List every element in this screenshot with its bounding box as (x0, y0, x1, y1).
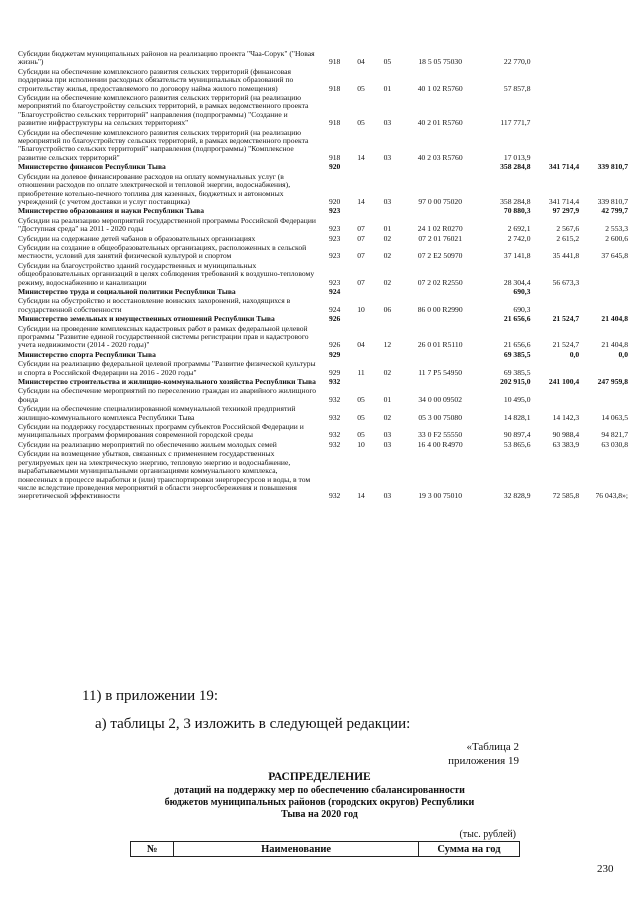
row-amount-2021: 35 441,8 (552, 251, 580, 261)
row-amount-2022: 21 404,8 (601, 340, 628, 350)
row-amount-2020: 69 385,5 (503, 367, 531, 377)
row-ministry-code: 918 (328, 118, 341, 128)
row-amount-2022: 0,0 (618, 349, 628, 359)
row-target-article: 26 0 01 R5110 (417, 340, 463, 350)
table-caption: «Таблица 2 (466, 741, 519, 753)
row-description: Министерство спорта Республики Тыва (18, 349, 156, 359)
row-ministry-code: 926 (328, 340, 341, 350)
row-amount-2020: 57 857,8 (503, 83, 531, 93)
row-description: Субсидии на реализацию федеральной целевой программы "Развитие физической культуры и спорта в Российской Федерации на 2016 - 2020 годы" (18, 359, 316, 377)
row-section: 07 (357, 277, 365, 287)
row-amount-2021 (530, 50, 579, 68)
row-ministry-code: 929 (328, 367, 341, 377)
row-amount-2021: 90 988,4 (552, 430, 580, 440)
row-amount-2020: 2 692,1 (507, 224, 531, 234)
row-ministry-code: 923 (328, 233, 341, 243)
row-target-article (401, 315, 480, 324)
row-amount-2020: 21 656,6 (503, 314, 531, 324)
row-section (348, 351, 374, 360)
row-amount-2020: 21 656,6 (503, 340, 531, 350)
row-ministry-code: 923 (328, 251, 341, 261)
row-ministry-code: 920 (328, 196, 341, 206)
row-subsection: 03 (383, 439, 392, 449)
row-amount-2021: 0,0 (569, 349, 580, 359)
row-description: Субсидии на проведение комплексных кадастровых работ в рамках федеральной целевой программы "Развитие единой государственной системы регистрации прав и кадастрового учета недвижимости (2014 - 2020 годы)" (18, 323, 309, 350)
row-amount-2022: 339 810,7 (597, 196, 628, 206)
row-subsection: 02 (383, 277, 392, 287)
row-subsection: 05 (383, 57, 392, 67)
row-subsection: 03 (383, 430, 392, 440)
table-row (18, 68, 628, 94)
table-row (18, 360, 628, 378)
row-target-article: 07 2 E2 50970 (417, 251, 463, 261)
row-amount-2021: 56 673,3 (552, 277, 580, 287)
row-description: Субсидии на поддержку государственных программ субъектов Российской Федерации и муниципальных программ формирования современной городской среды (18, 422, 304, 440)
row-amount-2022 (579, 68, 628, 94)
row-target-article (401, 163, 480, 172)
row-amount-2022 (579, 94, 628, 129)
row-amount-2022: 247 959,8 (597, 377, 628, 387)
row-amount-2021: 97 297,9 (552, 206, 580, 216)
row-target-article: 34 0 00 09502 (418, 394, 462, 404)
row-target-article (401, 207, 480, 216)
row-amount-2020: 32 828,9 (503, 491, 531, 501)
row-section: 10 (357, 439, 365, 449)
row-ministry-code: 923 (328, 224, 341, 234)
row-amount-2022 (579, 297, 628, 315)
row-description: Субсидии на возмещение убытков, связанных с применением государственных регулируемых цен на электрическую энергию, тепловую энергию и водоснабжение, вырабатываемыми муниципальными организациями коммунального комплекса, понесенных в процессе выработки и (или) транспортировки энергоресурсов и воды, в том числе вследствие проведения мероприятий в области энергосбережения и повышения энергетической эффективности (18, 449, 311, 501)
row-amount-2022: 2 600,6 (605, 233, 628, 243)
table-row (18, 217, 628, 235)
page-number: 230 (597, 863, 614, 875)
row-subsection (374, 315, 400, 324)
row-subsection (374, 351, 400, 360)
row-amount-2020: 28 304,4 (503, 277, 531, 287)
row-subsection: 06 (383, 304, 392, 314)
units-label: (тыс. рублей) (459, 829, 516, 840)
row-section (348, 163, 374, 172)
row-description: Субсидии на долевое финансирование расходов на оплату коммунальных услуг (в отношении расходов по оплате электрической и тепловой энергии, водоснабжения), приобретение котельно-печного топлива для казенных, бюджетных и автономных учреждений (с учетом доставки и услуг поставщика) (18, 171, 291, 206)
table-row (18, 387, 628, 405)
row-section: 05 (357, 430, 365, 440)
row-subsection: 02 (383, 412, 392, 422)
row-amount-2021 (530, 387, 579, 405)
row-ministry-code: 932 (328, 394, 341, 404)
row-amount-2022: 63 030,8 (601, 439, 628, 449)
row-ministry-code: 918 (328, 152, 341, 162)
row-target-article: 97 0 00 75020 (418, 196, 462, 206)
row-section: 05 (357, 394, 365, 404)
row-amount-2022 (579, 360, 628, 378)
row-amount-2022: 37 645,8 (601, 251, 628, 261)
row-ministry-code: 932 (328, 430, 341, 440)
row-amount-2021: 63 383,9 (552, 439, 580, 449)
row-section (348, 288, 374, 297)
row-description: Субсидии на благоустройство зданий государственных и муниципальных общеобразовательных организаций в целях соблюдения требований к воздушно-тепловому режиму, водоснабжению и канализации (18, 260, 315, 287)
row-amount-2020: 2 742,0 (507, 233, 531, 243)
row-section: 11 (357, 367, 365, 377)
header-name: Наименование (174, 842, 419, 857)
row-amount-2021 (530, 68, 579, 94)
row-amount-2021 (530, 129, 579, 164)
row-amount-2021 (530, 297, 579, 315)
row-description: Министерство строительства и жилищно-коммунального хозяйства Республики Тыва (18, 377, 316, 387)
row-ministry-code: 929 (328, 349, 341, 359)
row-amount-2020: 17 013,9 (503, 152, 531, 162)
row-subsection (374, 288, 400, 297)
row-amount-2022: 42 799,7 (601, 206, 628, 216)
row-amount-2021 (530, 360, 579, 378)
row-amount-2020: 690,3 (513, 286, 531, 296)
row-description: Субсидии на обеспечение комплексного развития сельских территорий (на реализацию мероприятий по благоустройству сельских территорий, в рамках ведомственного проекта "Благоустройство сельских территорий" направления (подпрограммы) "Комплексное развитие сельских территорий" (18, 127, 309, 162)
row-amount-2020: 690,3 (513, 304, 531, 314)
distribution-subtitle-line-3: Тыва на 2020 год (281, 809, 358, 820)
table-row (18, 94, 628, 129)
row-amount-2021 (530, 94, 579, 129)
row-section: 04 (357, 57, 365, 67)
row-amount-2020: 70 880,3 (503, 206, 531, 216)
row-ministry-code: 923 (328, 277, 341, 287)
row-ministry-code: 920 (328, 162, 341, 172)
row-amount-2022: 14 063,5 (601, 412, 628, 422)
row-target-article: 19 3 00 75010 (418, 491, 462, 501)
table-row (18, 244, 628, 262)
table-row (18, 450, 628, 501)
row-section: 07 (357, 224, 365, 234)
row-target-article (401, 288, 480, 297)
amendment-item-11: 11) в приложении 19: (82, 688, 219, 704)
row-subsection: 02 (383, 367, 392, 377)
row-target-article: 24 1 02 R0270 (417, 224, 463, 234)
row-amount-2021 (530, 288, 579, 297)
row-target-article (401, 351, 480, 360)
row-description: Субсидии на реализацию мероприятий по обеспечению жильем молодых семей (18, 439, 277, 449)
distribution-table-header (130, 841, 520, 857)
row-description: Министерство финансов Республики Тыва (18, 162, 166, 172)
distribution-title: РАСПРЕДЕЛЕНИЕ (268, 771, 371, 783)
row-subsection: 02 (383, 233, 392, 243)
row-target-article: 40 1 02 R5760 (417, 83, 463, 93)
row-target-article: 07 2 01 76021 (418, 233, 462, 243)
row-target-article (401, 378, 480, 387)
row-description: Субсидии на содержание детей чабанов в образовательных организациях (18, 233, 256, 243)
row-subsection: 03 (383, 196, 392, 206)
row-description: Министерство труда и социальной политики Республики Тыва (18, 286, 236, 296)
row-amount-2020: 69 385,5 (503, 349, 531, 359)
row-section: 10 (357, 304, 365, 314)
row-amount-2022: 21 404,8 (601, 314, 628, 324)
row-amount-2022 (579, 129, 628, 164)
row-subsection: 01 (383, 83, 392, 93)
row-amount-2020: 10 495,0 (503, 394, 531, 404)
amendment-item-a: а) таблицы 2, 3 изложить в следующей редакции: (95, 716, 411, 732)
row-target-article: 16 4 00 R4970 (417, 439, 463, 449)
row-amount-2021: 14 142,3 (552, 412, 580, 422)
row-amount-2022 (579, 288, 628, 297)
table-row (18, 173, 628, 208)
row-subsection: 01 (383, 394, 392, 404)
row-subsection: 01 (383, 224, 392, 234)
row-subsection: 03 (383, 491, 392, 501)
row-target-article: 18 5 05 75030 (418, 57, 462, 67)
row-subsection (374, 207, 400, 216)
row-subsection (374, 163, 400, 172)
row-description: Субсидии на обеспечение комплексного развития сельских территорий (на реализацию мероприятий по благоустройству сельских территорий, в рамках ведомственного проекта "Благоустройство сельских территорий" направления (подпрограммы) "Создание и развитие инфраструктуры на сельских территориях" (18, 93, 309, 128)
row-subsection: 03 (383, 118, 392, 128)
row-subsection (374, 378, 400, 387)
row-amount-2020: 117 771,7 (500, 118, 531, 128)
header-number: № (131, 842, 174, 857)
distribution-subtitle-line-2: бюджетов муниципальных районов (городских округов) Республики (164, 797, 475, 808)
row-target-article: 86 0 00 R2990 (417, 304, 463, 314)
row-section: 07 (357, 251, 365, 261)
row-section (348, 207, 374, 216)
row-ministry-code: 918 (328, 57, 341, 67)
row-amount-2021: 341 714,4 (548, 196, 580, 206)
row-section: 05 (357, 412, 365, 422)
row-ministry-code: 923 (328, 206, 341, 216)
row-ministry-code: 932 (328, 491, 341, 501)
distribution-subtitle-line-1: дотаций на поддержку мер по обеспечению сбалансированности (174, 785, 465, 796)
row-description: Субсидии на реализацию мероприятий государственной программы Российской Федерации "Доступная среда" на 2011 - 2020 годы (18, 215, 316, 234)
row-subsection: 12 (383, 340, 392, 350)
row-target-article: 33 0 F2 55550 (418, 430, 463, 440)
row-ministry-code: 932 (328, 377, 341, 387)
row-target-article: 40 2 03 R5760 (417, 152, 463, 162)
row-amount-2021: 72 585,8 (552, 491, 580, 501)
row-section: 14 (357, 491, 365, 501)
table-row (18, 50, 628, 68)
row-section: 14 (357, 152, 365, 162)
row-description: Министерство земельных и имущественных отношений Республики Тыва (18, 314, 275, 324)
row-amount-2021: 21 524,7 (552, 340, 580, 350)
row-amount-2021: 341 714,4 (548, 162, 580, 172)
row-subsection: 03 (383, 152, 392, 162)
row-target-article: 07 2 02 R2550 (417, 277, 463, 287)
row-target-article: 11 7 P5 54950 (418, 367, 463, 377)
table-appendix-ref: приложения 19 (448, 755, 519, 767)
row-description: Субсидии бюджетам муниципальных районов на реализацию проекта "Чаа-Сорук" ("Новая жизнь") (18, 49, 315, 67)
row-ministry-code: 924 (328, 286, 341, 296)
row-description: Субсидии на обеспечение комплексного развития сельских территорий (финансовая поддержка при исполнении расходных обязательств муниципальных образований по строительству жилья, предоставляемого по договору найма жилого помещения) (18, 66, 294, 93)
table-row (18, 423, 628, 441)
row-amount-2022 (579, 50, 628, 68)
table-row (18, 129, 628, 164)
row-ministry-code: 932 (328, 439, 341, 449)
row-amount-2022: 76 043,8»; (595, 491, 628, 501)
row-amount-2022 (579, 387, 628, 405)
row-amount-2020: 53 865,6 (503, 439, 531, 449)
row-description: Субсидии на обеспечение мероприятий по переселению граждан из аварийного жилищного фонда (18, 386, 317, 404)
row-target-article: 05 3 00 75080 (418, 412, 462, 422)
row-ministry-code: 926 (328, 314, 341, 324)
row-ministry-code: 924 (328, 304, 341, 314)
row-section: 05 (357, 83, 365, 93)
row-amount-2020: 90 897,4 (503, 430, 531, 440)
row-amount-2020: 202 915,0 (500, 377, 531, 387)
table-row (18, 325, 628, 351)
table-row (18, 405, 628, 423)
row-section (348, 378, 374, 387)
row-amount-2021: 2 615,2 (556, 233, 580, 243)
row-section: 07 (357, 233, 365, 243)
table-row (18, 262, 628, 288)
row-amount-2021: 2 567,6 (556, 224, 580, 234)
row-section: 05 (357, 118, 365, 128)
row-description: Субсидии на обеспечение специализированной коммунальной техникой предприятий жилищно-коммунального комплекса Республики Тыва (18, 404, 296, 422)
row-amount-2022: 339 810,7 (597, 162, 628, 172)
row-amount-2021: 241 100,4 (548, 377, 580, 387)
row-amount-2022 (579, 262, 628, 288)
table-row (18, 297, 628, 315)
row-subsection: 02 (383, 251, 392, 261)
row-amount-2022: 2 553,3 (605, 224, 628, 234)
row-ministry-code: 932 (328, 412, 341, 422)
row-section: 14 (357, 196, 365, 206)
row-amount-2020: 14 828,1 (503, 412, 531, 422)
row-amount-2020: 358 284,8 (500, 162, 531, 172)
header-sum: Сумма на год (418, 842, 519, 857)
row-amount-2020: 358 284,8 (500, 196, 531, 206)
row-description: Министерство образования и науки Республики Тыва (18, 206, 205, 216)
row-description: Субсидии на обустройство и восстановление воинских захоронений, находящихся в государственной собственности (18, 296, 291, 314)
row-amount-2020: 37 141,8 (503, 251, 531, 261)
row-section: 04 (357, 340, 365, 350)
row-section (348, 315, 374, 324)
row-amount-2022: 94 821,7 (601, 430, 628, 440)
row-ministry-code: 918 (328, 83, 341, 93)
row-amount-2020: 22 770,0 (503, 57, 531, 67)
budget-table (18, 50, 628, 502)
row-amount-2021: 21 524,7 (552, 314, 580, 324)
row-description: Субсидии на создание в общеобразовательных организациях, расположенных в сельской местности, условий для занятий физической культурой и спортом (18, 242, 307, 261)
row-target-article: 40 2 01 R5760 (417, 118, 463, 128)
